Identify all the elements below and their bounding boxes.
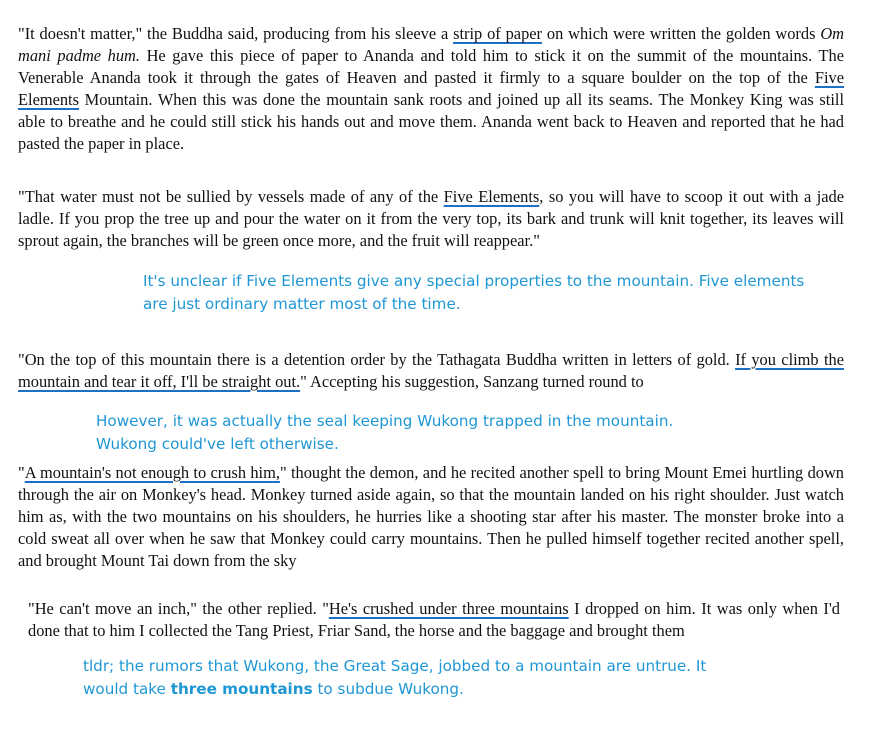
underlined-phrase: Five Elements	[443, 187, 540, 206]
underlined-phrase: strip of paper	[453, 24, 543, 43]
annotation-note-five-elements: It's unclear if Five Elements give any special properties to the mountain. Five elements are just ordinary matter most of the time.	[143, 272, 805, 313]
clipped-region-mount-emei	[0, 460, 884, 578]
quote-three-mountains	[28, 598, 840, 642]
tldr-bold-phrase: three mountains	[170, 680, 313, 698]
clipped-region-three-mountains	[0, 598, 884, 640]
quote-text: I dropped on him. It was only when I'd done that to him I collected the Tang Priest, Friar Sand, the horse and the baggage and brought them	[28, 599, 840, 640]
quote-mount-emei	[18, 462, 844, 572]
quote-text: He gave this piece of paper to Ananda and told him to stick it on the summit of the mountains. The Venerable Ananda took it through the gates of Heaven and pasted it firmly to a square boulder on the top of the	[18, 46, 844, 87]
annotation-note-tldr	[83, 655, 733, 701]
quote-text: Mountain. When this was done the mountain sank roots and joined up all its seams. The Monkey King was still able to breathe and he could still stick his hands out and move them. Ananda went back to Heaven and reported that he had pasted the paper in place.	[18, 90, 844, 153]
underlined-phrase: A mountain's not enough to crush him,	[24, 463, 280, 482]
quote-text: on which were written the golden words	[542, 24, 821, 43]
quote-buddha-paper	[18, 23, 844, 155]
quote-detention-order	[18, 349, 844, 393]
quote-text: " Accepting his suggestion, Sanzang turned round to	[300, 372, 644, 391]
annotation-note-seal: However, it was actually the seal keeping Wukong trapped in the mountain. Wukong could've left otherwise.	[96, 412, 674, 453]
quote-text: "He can't move an inch," the other replied. "	[28, 599, 329, 618]
tldr-text: to subdue Wukong.	[312, 680, 464, 698]
underlined-phrase: If you climb the mountain and tear it off, I'll be straight out.	[18, 350, 844, 391]
underlined-phrase: He's crushed under three mountains	[328, 599, 569, 618]
quote-text: " thought the demon, and he recited another spell to bring Mount Emei hurtling down through the air on Monkey's head. Monkey turned aside again, so that the mountain landed on his right shoulder. Just watch him as, with the two mountains on his shoulders, he hurries like a shooting star after his master. The monster broke into a cold sweat all over when he saw that Monkey could carry mountains. Then he pulled himself together recited another spell, and brought Mount Tai down from the sky	[18, 463, 844, 570]
quote-text: "On the top of this mountain there is a detention order by the Tathagata Buddha written in letters of gold.	[18, 350, 736, 369]
quote-text: "That water must not be sullied by vessels made of any of the	[18, 187, 444, 206]
italic-mantra: Om mani padme hum.	[18, 24, 844, 65]
quote-text: "	[18, 463, 25, 482]
quote-text: , so you will have to scoop it out with a jade ladle. If you prop the tree up and pour the water on it from the very top, its bark and trunk will knit together, its leaves will sprout again, the branches will be green once more, and the fruit will reappear."	[18, 187, 845, 250]
underlined-phrase: Five Elements	[18, 68, 844, 109]
quote-water-five-elements	[18, 186, 844, 252]
tldr-text: tldr; the rumors that Wukong, the Great Sage, jobbed to a mountain are untrue. It would take	[83, 657, 707, 698]
quote-text: "It doesn't matter," the Buddha said, producing from his sleeve a	[18, 24, 454, 43]
